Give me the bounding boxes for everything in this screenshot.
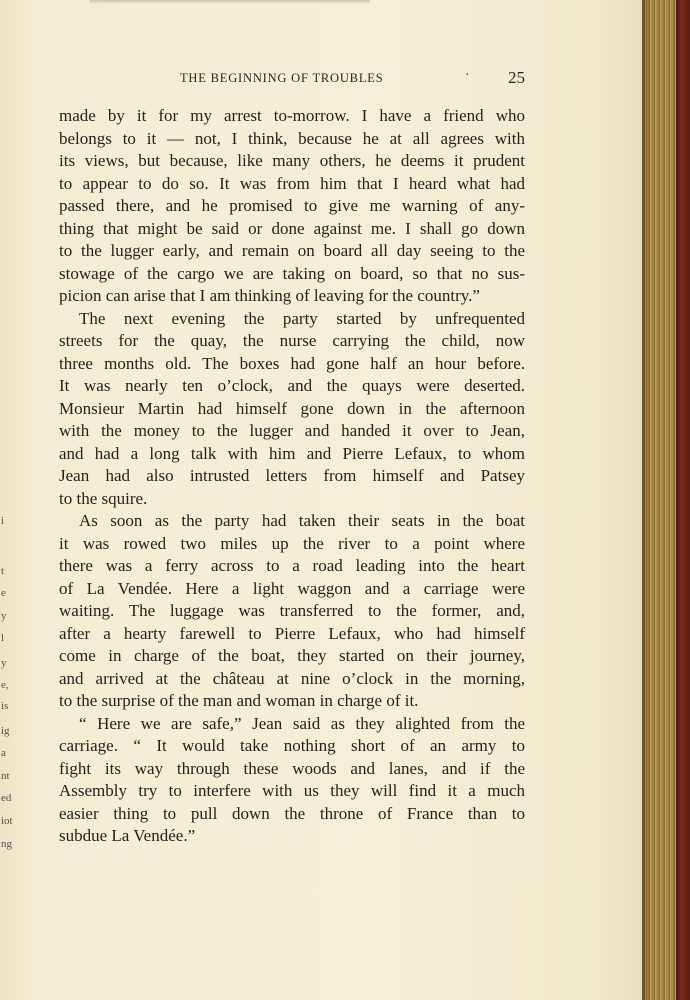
- margin-fragment: ng: [1, 838, 12, 850]
- paragraph-start-line: The next evening the party started by unfrequented: [79, 308, 525, 328]
- margin-fragment: a: [1, 747, 6, 759]
- text-line: easier thing to pull down the throne of France than to: [59, 803, 525, 823]
- book-cover-edge: [676, 0, 690, 1000]
- text-line: Jean had also intrusted letters from himself and Patsey: [59, 466, 525, 485]
- text-line: Assembly try to interfere with us they will find it a much: [59, 781, 525, 800]
- text-line: Monsieur Martin had himself gone down in the afternoon: [59, 398, 525, 418]
- text-line: passed there, and he promised to give me warning of any-: [59, 196, 525, 215]
- text-line: to the surprise of the man and woman in charge of it.: [59, 691, 419, 710]
- text-line: after a hearty farewell to Pierre Lefaux, who had himself: [59, 623, 525, 643]
- paragraph-start-line: As soon as the party had taken their seats in the boat: [79, 511, 525, 530]
- running-head-title: THE BEGINNING OF TROUBLES: [180, 71, 384, 85]
- margin-fragment: nt: [1, 770, 10, 782]
- text-line: of La Vendée. Here a light waggon and a carriage were: [59, 578, 525, 598]
- text-line: to appear to do so. It was from him that I heard what had: [59, 173, 525, 193]
- header-dot: ·: [465, 68, 470, 83]
- margin-fragment: ed: [1, 792, 12, 804]
- margin-fragment: ig: [1, 725, 10, 737]
- text-line: fight its way through these woods and lanes, and if the: [59, 758, 525, 778]
- page-number: 25: [508, 68, 525, 87]
- margin-fragment: l: [1, 632, 5, 644]
- margin-fragment: iot: [1, 815, 13, 827]
- text-line: and had a long talk with him and Pierre Lefaux, to whom: [59, 443, 525, 463]
- text-line: picion can arise that I am thinking of leaving for the country.”: [59, 286, 480, 305]
- paragraph-start-line: “ Here we are safe,” Jean said as they alighted from the: [79, 713, 525, 733]
- text-line: to the squire.: [59, 488, 148, 508]
- running-header: [180, 68, 525, 88]
- margin-fragment: is: [1, 700, 9, 712]
- text-line: three months old. The boxes had gone half an hour before.: [59, 353, 525, 373]
- text-line: belongs to it — not, I think, because he at all agrees with: [59, 128, 525, 148]
- text-line: waiting. The luggage was transferred to the former, and,: [59, 601, 525, 620]
- margin-fragment: t: [1, 565, 5, 577]
- text-line: It was nearly ten o’clock, and the quays were deserted.: [59, 376, 525, 395]
- margin-fragment: i: [1, 515, 5, 527]
- text-line: to the lugger early, and remain on board all day seeing to the: [59, 241, 525, 260]
- text-line: thing that might be said or done against me. I shall go down: [59, 218, 525, 238]
- text-line: there was a ferry across to a road leading into the heart: [59, 556, 525, 575]
- text-line: made by it for my arrest to-morrow. I have a friend who: [59, 106, 525, 125]
- text-line: carriage. “ It would take nothing short of an army to: [59, 736, 525, 755]
- margin-fragment: y: [1, 610, 7, 622]
- margin-fragment: e,: [1, 679, 9, 691]
- text-line: its views, but because, like many others, he deems it prudent: [59, 151, 525, 170]
- text-line: come in charge of the boat, they started on their journey,: [59, 646, 525, 665]
- gutter-shadow: [642, 0, 650, 1000]
- page-top-edge: [90, 0, 370, 4]
- text-line: and arrived at the château at nine o’clock in the morning,: [59, 668, 525, 688]
- margin-fragment: e: [1, 587, 6, 599]
- text-line: with the money to the lugger and handed it over to Jean,: [59, 421, 525, 440]
- text-line: it was rowed two miles up the river to a point where: [59, 533, 525, 553]
- text-line: streets for the quay, the nurse carrying the child, now: [59, 331, 525, 350]
- margin-fragment: y: [1, 657, 7, 669]
- text-line: subdue La Vendée.”: [59, 826, 196, 845]
- body-text: [59, 105, 525, 848]
- text-line: stowage of the cargo we are taking on board, so that no sus-: [59, 263, 525, 283]
